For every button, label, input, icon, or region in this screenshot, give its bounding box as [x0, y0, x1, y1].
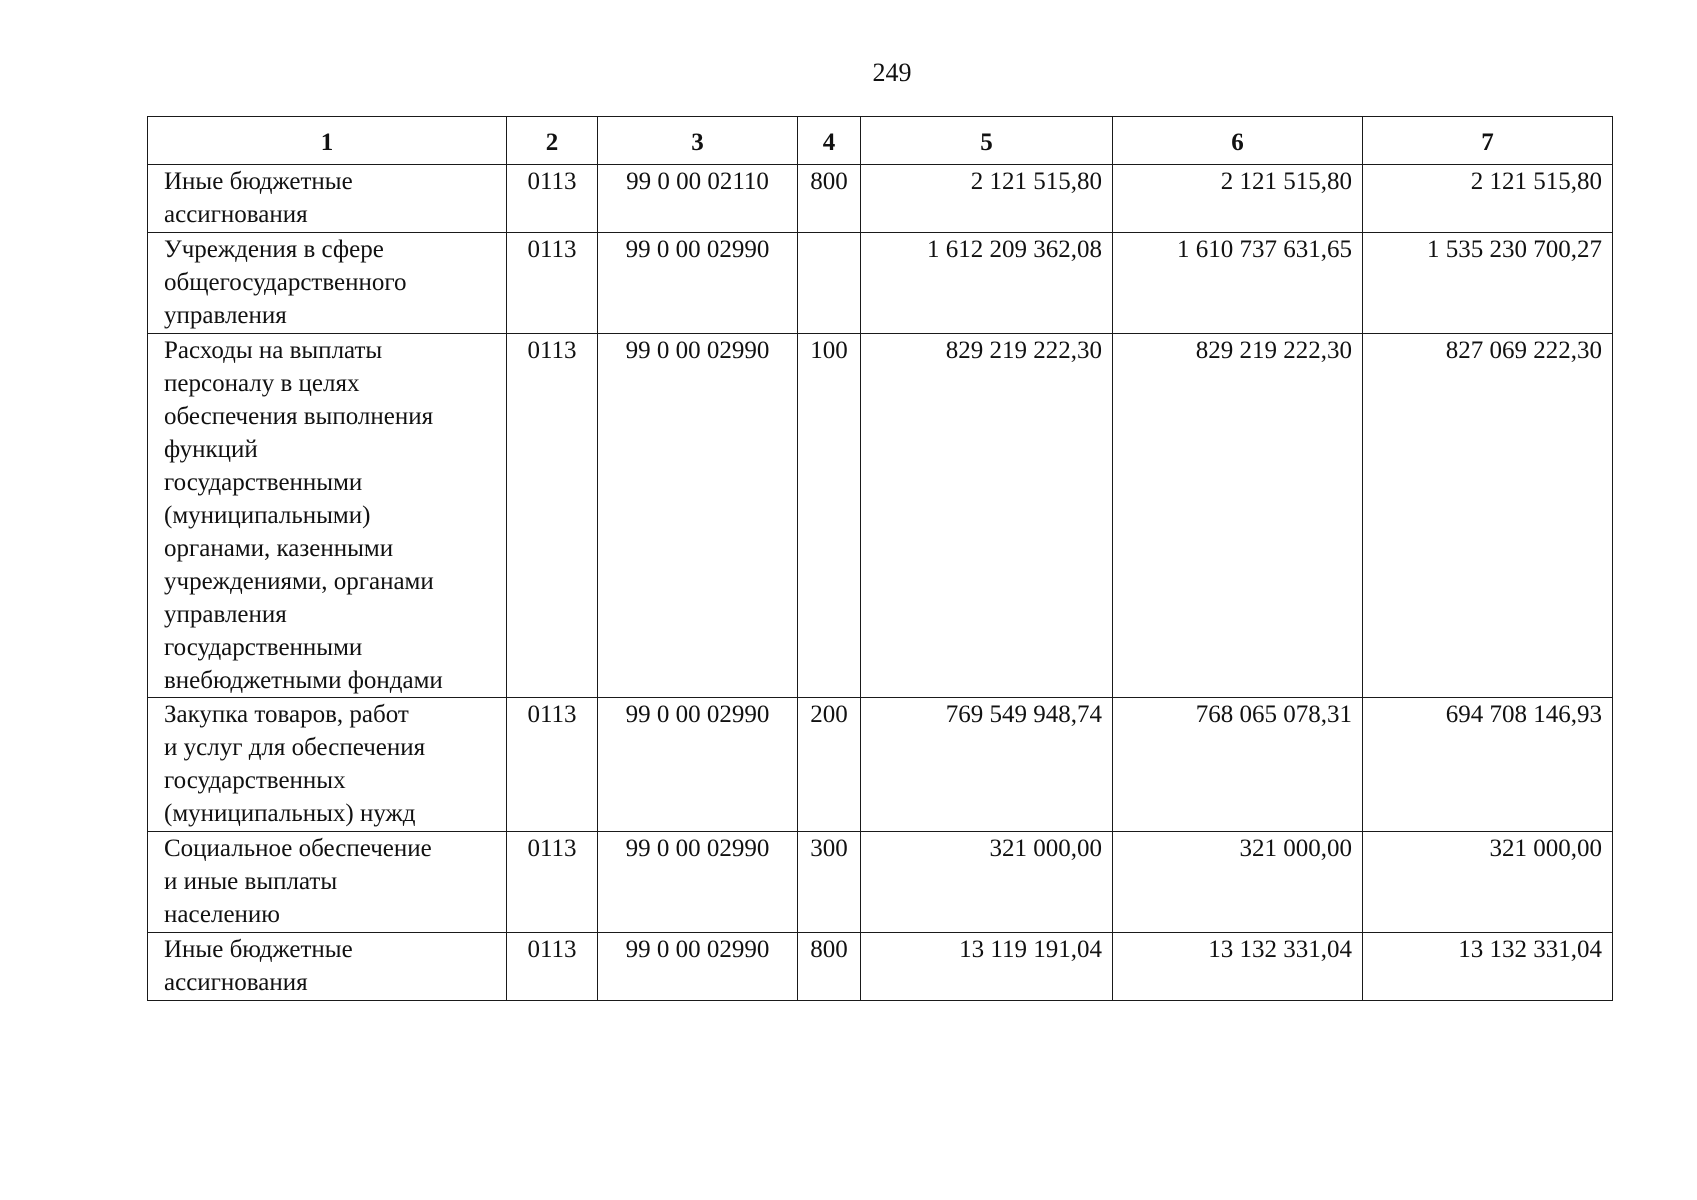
amount-col-7-cell [1363, 832, 1613, 933]
amount-col-6: 321 000,00 [1239, 835, 1352, 862]
amount-col-7: 694 708 146,93 [1445, 701, 1602, 728]
expense-type-cell [798, 334, 861, 698]
header-col-4: 4 [798, 117, 861, 165]
amount-col-6-cell [1113, 334, 1363, 698]
expense-type: 300 [810, 835, 848, 862]
header-row [148, 117, 1613, 165]
section-code-cell [507, 832, 598, 933]
target-code-cell [598, 334, 798, 698]
target-code: 99 0 00 02990 [625, 236, 770, 263]
table-row [148, 933, 1613, 1001]
amount-col-7: 1 535 230 700,27 [1427, 236, 1602, 263]
amount-col-6-cell [1113, 832, 1363, 933]
section-code: 0113 [527, 337, 577, 364]
amount-col-6-cell [1113, 233, 1363, 334]
amount-col-7-cell [1363, 334, 1613, 698]
amount-col-7-cell [1363, 698, 1613, 832]
row-name: Закупка товаров, работ и услуг для обеспечения государственных (муниципальных) нужд [164, 701, 426, 827]
section-code-cell [507, 233, 598, 334]
amount-col-6: 768 065 078,31 [1195, 701, 1352, 728]
section-code-cell [507, 698, 598, 832]
section-code-cell [507, 334, 598, 698]
expense-type-cell [798, 233, 861, 334]
amount-col-5: 1 612 209 362,08 [927, 236, 1102, 263]
amount-col-5-cell [861, 165, 1113, 233]
header-col-3: 3 [598, 117, 798, 165]
header-col-1: 1 [148, 117, 507, 165]
row-name-cell [148, 832, 507, 933]
amount-col-5: 321 000,00 [989, 835, 1102, 862]
section-code-cell [507, 933, 598, 1001]
amount-col-6: 2 121 515,80 [1220, 168, 1352, 195]
section-code: 0113 [527, 936, 577, 963]
table-row [148, 698, 1613, 832]
target-code: 99 0 00 02990 [625, 701, 770, 728]
target-code-cell [598, 933, 798, 1001]
row-name-cell [148, 698, 507, 832]
table-row [148, 832, 1613, 933]
row-name: Расходы на выплаты персоналу в целях обеспечения выполнения функций государственными (муниципальными) органами, казенными учреждениями, органами управления государственными внебюджетными фондами [164, 337, 443, 694]
amount-col-5-cell [861, 334, 1113, 698]
expense-type: 200 [810, 701, 848, 728]
amount-col-5: 13 119 191,04 [959, 936, 1102, 963]
section-code: 0113 [527, 168, 577, 195]
row-name: Иные бюджетные ассигнования [164, 936, 353, 996]
header-col-5: 5 [861, 117, 1113, 165]
amount-col-6: 13 132 331,04 [1208, 936, 1352, 963]
expense-type: 800 [810, 168, 848, 195]
row-name: Учреждения в сфере общегосударственного управления [164, 236, 407, 329]
target-code-cell [598, 698, 798, 832]
table-row [148, 165, 1613, 233]
amount-col-5-cell [861, 832, 1113, 933]
page-number: 249 [872, 58, 912, 87]
target-code-cell [598, 832, 798, 933]
amount-col-7-cell [1363, 933, 1613, 1001]
section-code: 0113 [527, 835, 577, 862]
section-code: 0113 [527, 701, 577, 728]
row-name-cell [148, 933, 507, 1001]
header-col-7: 7 [1363, 117, 1613, 165]
expense-type: 800 [810, 936, 848, 963]
amount-col-7: 2 121 515,80 [1470, 168, 1602, 195]
section-code: 0113 [527, 236, 577, 263]
amount-col-6-cell [1113, 165, 1363, 233]
expense-type-cell [798, 698, 861, 832]
amount-col-5-cell [861, 698, 1113, 832]
table-body [148, 165, 1613, 1001]
budget-table [147, 116, 1613, 1001]
amount-col-5-cell [861, 933, 1113, 1001]
amount-col-6: 829 219 222,30 [1195, 337, 1352, 364]
amount-col-7: 321 000,00 [1489, 835, 1602, 862]
row-name-cell [148, 233, 507, 334]
row-name-cell [148, 165, 507, 233]
amount-col-5: 2 121 515,80 [970, 168, 1102, 195]
expense-type-cell [798, 832, 861, 933]
amount-col-5: 829 219 222,30 [945, 337, 1102, 364]
amount-col-7: 827 069 222,30 [1445, 337, 1602, 364]
expense-type-cell [798, 933, 861, 1001]
header-col-2: 2 [507, 117, 598, 165]
target-code-cell [598, 165, 798, 233]
row-name-cell [148, 334, 507, 698]
target-code: 99 0 00 02990 [625, 936, 770, 963]
table-row [148, 334, 1613, 698]
amount-col-7-cell [1363, 233, 1613, 334]
amount-col-7: 13 132 331,04 [1458, 936, 1602, 963]
amount-col-6: 1 610 737 631,65 [1177, 236, 1352, 263]
row-name: Иные бюджетные ассигнования [164, 168, 353, 228]
row-name: Социальное обеспечение и иные выплаты населению [164, 835, 432, 928]
amount-col-7-cell [1363, 165, 1613, 233]
amount-col-6-cell [1113, 698, 1363, 832]
amount-col-5: 769 549 948,74 [945, 701, 1102, 728]
target-code: 99 0 00 02990 [625, 835, 770, 862]
header-col-6: 6 [1113, 117, 1363, 165]
amount-col-5-cell [861, 233, 1113, 334]
target-code-cell [598, 233, 798, 334]
expense-type-cell [798, 165, 861, 233]
section-code-cell [507, 165, 598, 233]
target-code: 99 0 00 02990 [625, 337, 770, 364]
target-code: 99 0 00 02110 [626, 168, 769, 195]
table-header [148, 117, 1613, 165]
table-row [148, 233, 1613, 334]
amount-col-6-cell [1113, 933, 1363, 1001]
expense-type: 100 [810, 337, 848, 364]
